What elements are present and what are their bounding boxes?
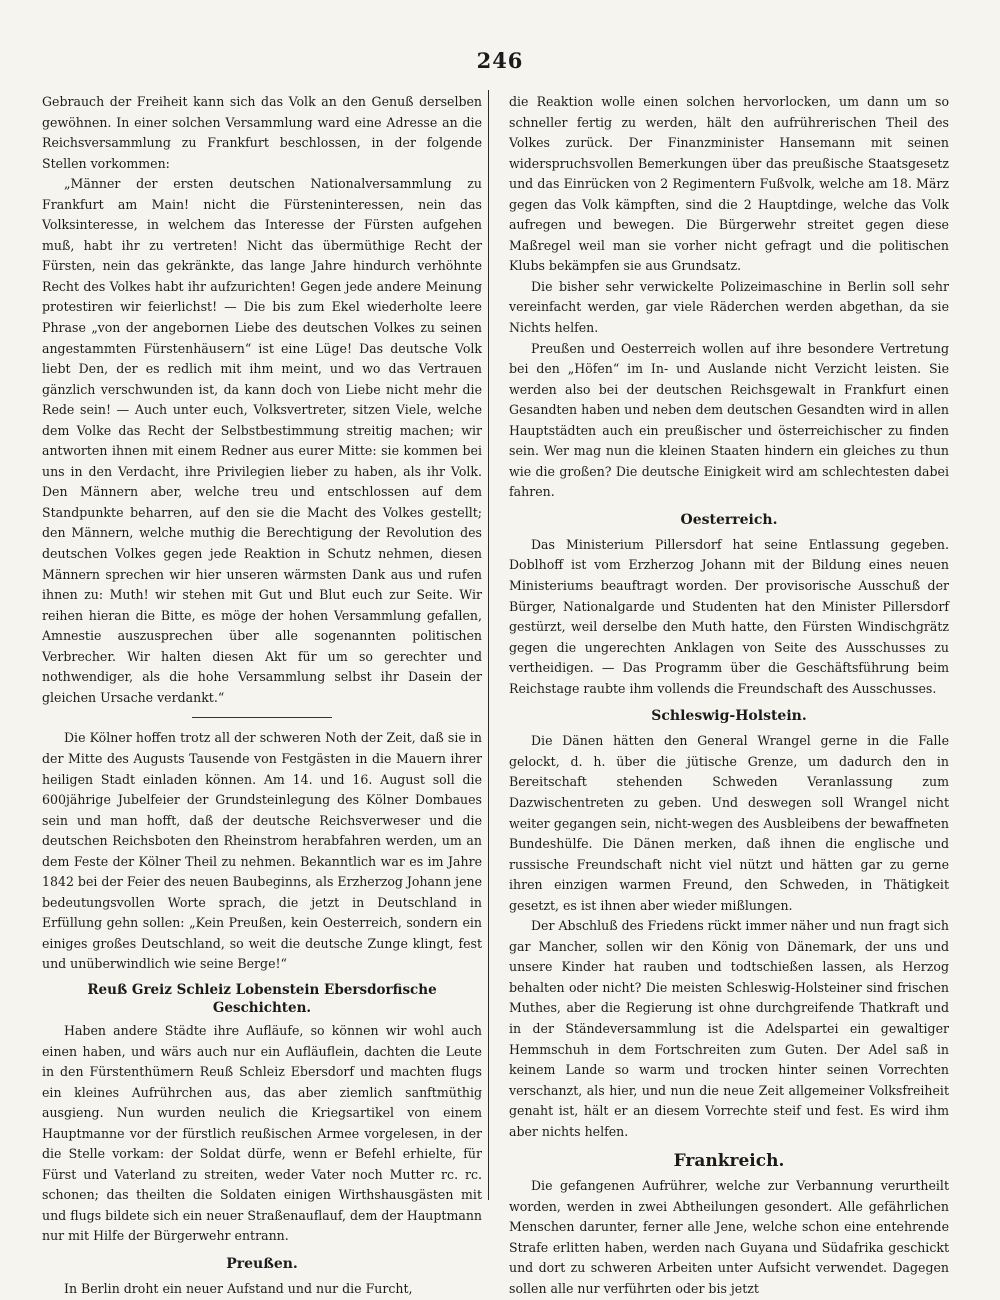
section-heading-frankreich: Frankreich. [673, 1151, 785, 1172]
paragraph: Haben andere Städte ihre Aufläufe, so können wir wohl auch einen haben, und wärs auch nur ein Aufläuflein, dachten die Leute in den Fürstenthümern Reuß Schleiz Ebersdorf und machten flugs ein kleines Aufrührchen aus, das aber ziemlich sanftmüthig ausgieng. Nun wurden neulich die Kriegsartikel von einem Hauptmanne vor der fürstlich reußischen Armee vorgelesen, in der die Stelle vorkam: der Soldat dürfe, wenn er Befehl erhielte, für Fürst und Vaterland zu streiten, weder Vater noch Mutter rc. rc. schonen; das theilten die Soldaten einigen Wirthshausgästen mit und flugs bildete sich ein neuer Straßenauflauf, dem der Hauptmann nur mit Hilfe der Bürgerwehr entrann. [42, 1022, 482, 1244]
paragraph: Die Kölner hoffen trotz all der schweren Noth der Zeit, daß sie in der Mitte des Augusts Tausende von Festgästen in die Mauern ihrer heiligen Stadt einladen können. Am 14. und 16. August soll die 600jährige Jubelfeier der Grundsteinlegung des Kölner Dombaues sein und man hofft, daß der deutsche Reichsverweser und die deutschen Reichsboten den Rheinstrom herabfahren werden, um an dem Feste der Kölner Theil zu nehmen. Bekanntlich war es im Jahre 1842 bei der Feier des neuen Baubeginns, als Erzherzog Johann jene bedeutungsvollen Worte sprach, die jetzt in Deutschland in Erfüllung gehn sollen: „Kein Preußen, kein Oesterreich, sondern ein einiges großes Deutschland, so weit die deutsche Zunge klingt, fest und unüberwindlich wie seine Berge!“ [42, 730, 483, 972]
section-heading-schleswig-holstein: Schleswig-Holstein. [651, 708, 807, 725]
paragraph: Das Ministerium Pillersdorf hat seine Entlassung gegeben. Doblhoff ist vom Erzherzog Johann mit der Bildung eines neuen Ministeriums beauftragt worden. Der provisorische Ausschuß der Bürger, Nationalgarde und Studenten hat den Minister Pillersdorf gestürzt, weil derselbe den Muth hatte, den Fürsten Windischgrätz gegen die ungerechten Anklagen von Seite des Ausschusses zu vertheidigen. — Das Programm über die Geschäftsführung beim Reichstage raubte ihm vollends die Freundschaft des Ausschusses. [509, 536, 949, 696]
left-column [42, 92, 482, 1300]
paragraph: die Reaktion wolle einen solchen hervorlocken, um dann um so schneller fertig zu werden, hält den aufrührerischen Theil des Volkes zurück. Der Finanzminister Hansemann mit seinen widerspruchsvollen Bemerkungen über das preußische Staatsgesetz und das Einrücken von 2 Regimentern Fußvolk, welche am 18. März gegen das Volk kämpften, sind die 2 Hauptdinge, welche das Volk aufregen und bewegen. Die Bürgerwehr streitet gegen diese Maßregel weil man sie vorher nicht gefragt und die politischen Klubs bekämpfen sie aus Grundsatz. [509, 94, 949, 274]
paragraph: Die bisher sehr verwickelte Polizeimaschine in Berlin soll sehr vereinfacht werden, gar viele Räderchen werden abgethan, da sie Nichts helfen. [509, 278, 949, 336]
paragraph: Die Dänen hätten den General Wrangel gerne in die Falle gelockt, d. h. über die jütische Grenze, um dadurch den in Bereitschaft stehenden Schweden Veranlassung zum Dazwischentreten zu geben. Und deswegen soll Wrangel nicht weiter gegangen sein, nicht-wegen des Ausbleibens der bewaffneten Bundeshülfe. Die Dänen merken, daß ihnen die englische und russische Freundschaft nicht viel nützt und hätten gar zu gerne ihren einzigen warmen Freund, den Schweden, in Thätigkeit gesetzt, es ist ihnen aber wieder mißlungen. [509, 733, 949, 913]
column-divider [488, 90, 489, 1200]
paragraph: Die gefangenen Aufrührer, welche zur Verbannung verurtheilt worden, werden in zwei Abtheilungen gesondert. Alle gefährlichen Menschen darunter, ferner alle Jene, welche schon eine entehrende Strafe erlitten haben, werden nach Guyana und Südafrika geschickt und dort zu schweren Arbeiten unter Aufsicht verwendet. Dagegen sollen alle nur verführten oder bis jetzt [509, 1178, 949, 1296]
quoted-address: „Männer der ersten deutschen Nationalversammlung zu Frankfurt am Main! nicht die Fürsteninteressen, nein das Volksinteresse, in welchem das Interesse der Fürsten aufgehen muß, habt ihr zu vertreten! Nicht das übermüthige Recht der Fürsten, nein das gekränkte, das lange Jahre hindurch verhöhnte Recht des Volkes habt ihr aufzurichten! Gegen jede andere Meinung protestiren wir feierlichst! — Die bis zum Ekel wiederholte leere Phrase „von der angebornen Liebe des deutschen Volkes zu seinen angestammten Fürstenhäusern“ ist eine Lüge! Das deutsche Volk liebt Den, der es redlich mit ihm meint, und wo das Vertrauen gänzlich verschwunden ist, da kann doch von Liebe nicht mehr die Rede sein! — Auch unter euch, Volksvertreter, sitzen Viele, welche dem Volke das Recht der Selbstbestimmung streitig machen; wir antworten ihnen mit einem Redner aus eurer Mitte: sie kommen bei uns in den Verdacht, ihre Privilegien lieber zu haben, als ihr Volk. Den Männern aber, welche treu und entschlossen auf dem Standpunkte beharren, auf den sie die Macht des Volkes gestellt; den Männern, welche muthig die Berechtigung der Revolution des deutschen Volkes gegen jede Reaktion in Schutz nehmen, diesen Männern sprechen wir hier unseren wärmsten Dank aus und rufen ihnen zu: Muth! wir stehen mit Gut und Blut euch zur Seite. Wir reihen hieran die Bitte, es möge der hohen Versammlung gefallen, Amnestie auszusprechen über alle sogenannten politischen Verbrecher. Wir halten diesen Akt für um so gerechter und nothwendiger, als die hohe Versammlung selbst ihr Dasein der gleichen Ursache verdankt.“ [42, 176, 482, 705]
paragraph: Gebrauch der Freiheit kann sich das Volk an den Genuß derselben gewöhnen. In einer solchen Versammlung ward eine Adresse an die Reichsversammlung zu Frankfurt beschlossen, in der folgende Stellen vorkommen: [42, 94, 482, 171]
paragraph: Preußen und Oesterreich wollen auf ihre besondere Vertretung bei den „Höfen“ im In- und Auslande nicht Verzicht leisten. Sie werden also bei der deutschen Reichsgewalt in Frankfurt einen Gesandten haben und neben dem deutschen Gesandten wird in allen Hauptstädten auch ein preußischer und österreichischer zu finden sein. Wer mag nun die kleinen Staaten hindern ein gleiches zu thun wie die großen? Die deutsche Einigkeit wird am schlechtesten dabei fahren. [509, 340, 949, 500]
section-heading-reuss: Reuß Greiz Schleiz Lobenstein Ebersdorfische Geschichten. [87, 981, 437, 1016]
right-column [509, 92, 949, 1300]
paragraph: Der Abschluß des Friedens rückt immer näher und nun fragt sich gar Mancher, sollen wir den König von Dänemark, der uns und unsere Kinder hat rauben und todtschießen lassen, als Herzog behalten oder nicht? Die meisten Schleswig-Holsteiner sind frischen Muthes, aber die Regierung ist ohne durchgreifende Thatkraft und in der Ständeversammlung ist die Adelspartei ein gewaltiger Hemmschuh in dem Fortschreiten zum Guten. Der Adel saß in keinem Lande so warm und trocken hinter seinen Vorrechten verschanzt, als hier, und nun die neue Zeit allgemeiner Volksfreiheit genaht ist, hält er an diesem Vorrechte steif und fest. Es wird ihm aber nichts helfen. [509, 918, 949, 1139]
paragraph: In Berlin droht ein neuer Aufstand und nur die Furcht, [64, 1280, 413, 1296]
section-heading-preussen: Preußen. [226, 1255, 298, 1272]
section-heading-oesterreich: Oesterreich. [680, 511, 778, 528]
separator-rule [192, 717, 332, 718]
page-number: 246 [476, 48, 524, 73]
